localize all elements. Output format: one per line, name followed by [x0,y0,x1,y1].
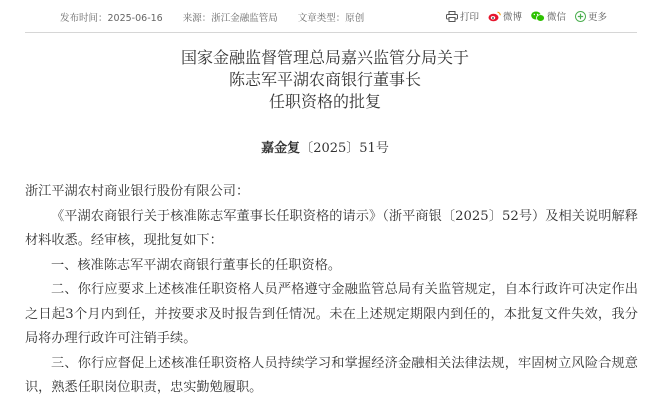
paragraph-item-2: 二、你行应要求上述核准任职资格人员严格遵守金融监管总局有关监管规定，自本行政许可决定作出之日起3个月内到任，并按要求及时报告到任情况。未在上述规定期限内到任的，本批复文件失效，我分局将办理行政许可注销手续。 [25,282,638,346]
more-share-button[interactable] [575,9,607,23]
document-number [0,137,650,156]
title-line-1: 国家金融监督管理总局嘉兴监管分局关于 [180,48,469,67]
article-type: 文章类型：原创 [297,13,365,24]
wechat-icon [531,11,545,22]
weibo-share-button[interactable] [488,9,522,23]
paragraph-item-3: 三、你行应督促上述核准任职资格人员持续学习和掌握经济金融相关法律法规，牢固树立风险合规意识，熟悉任职岗位职责，忠实勤勉履职。 [25,355,638,395]
printer-icon [446,11,458,22]
salutation: 浙江平湖农村商业银行股份有限公司： [25,184,250,199]
article-meta [60,10,384,24]
wechat-share-button[interactable] [531,9,566,23]
publish-time: 发布时间：2025-06-16 [60,13,163,24]
paragraph-intro: 《平湖农商银行关于核准陈志军董事长任职资格的请示》（浙平商银〔2025〕52号）及相关说明解释材料收悉。经审核，现批复如下： [25,208,638,248]
plus-circle-icon [575,11,586,22]
share-toolbar [437,9,607,23]
wechat-label: 微信 [546,12,566,23]
article-meta-bar [0,0,650,32]
article-source: 来源：浙江金融监管局 [182,13,278,24]
document-number-rest: 〔2025〕51号 [300,141,389,156]
weibo-label: 微博 [502,12,522,23]
article-title [0,47,650,113]
paragraph-item-1: 一、核准陈志军平湖农商银行董事长的任职资格。 [51,257,342,273]
print-label: 打印 [459,12,479,23]
header-divider [25,32,637,33]
more-label: 更多 [587,12,607,23]
document-number-prefix: 嘉金复 [261,141,301,156]
print-button[interactable] [446,9,479,23]
title-line-3: 任职资格的批复 [268,92,381,111]
title-line-2: 陈志军平湖农商银行董事长 [228,70,421,89]
weibo-icon [488,11,501,22]
article-body [25,180,638,401]
